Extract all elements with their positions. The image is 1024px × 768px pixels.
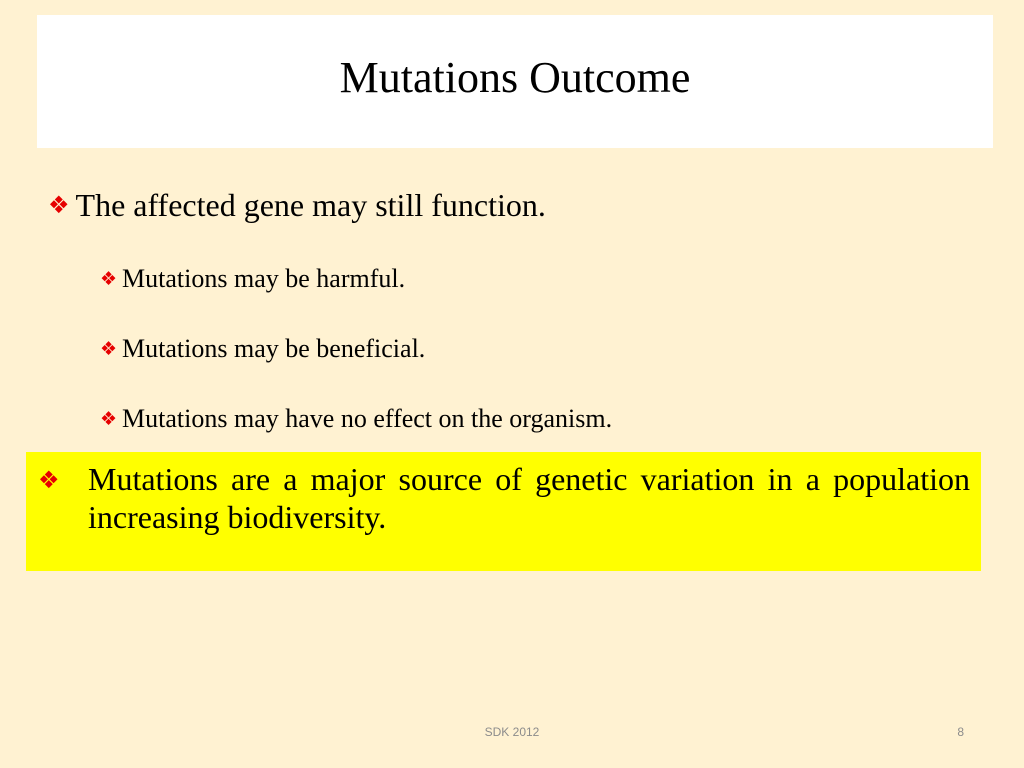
highlight-box xyxy=(26,452,981,571)
title-box xyxy=(37,15,993,148)
bullet-item-level2 xyxy=(100,264,405,294)
slide-title: Mutations Outcome xyxy=(339,52,691,102)
footer-label: SDK 2012 xyxy=(484,725,540,739)
bullet-text: Mutations may be beneficial. xyxy=(122,334,426,363)
bullet-item-level2 xyxy=(100,334,425,364)
bullet-diamond-icon: ❖ xyxy=(100,268,118,290)
bullet-text: Mutations may be harmful. xyxy=(122,264,406,293)
bullet-text: The affected gene may still function. xyxy=(75,187,546,223)
bullet-diamond-icon: ❖ xyxy=(100,338,118,360)
bullet-item-level2 xyxy=(100,404,612,434)
bullet-diamond-icon: ❖ xyxy=(38,466,60,494)
bullet-diamond-icon: ❖ xyxy=(48,191,70,219)
bullet-diamond-icon: ❖ xyxy=(100,408,118,430)
bullet-text: Mutations may have no effect on the organism. xyxy=(122,404,613,433)
highlight-text: Mutations are a major source of genetic variation in a population increasing biodiversity. xyxy=(88,461,970,535)
bullet-item-level1 xyxy=(48,187,546,224)
page-number: 8 xyxy=(957,725,964,739)
